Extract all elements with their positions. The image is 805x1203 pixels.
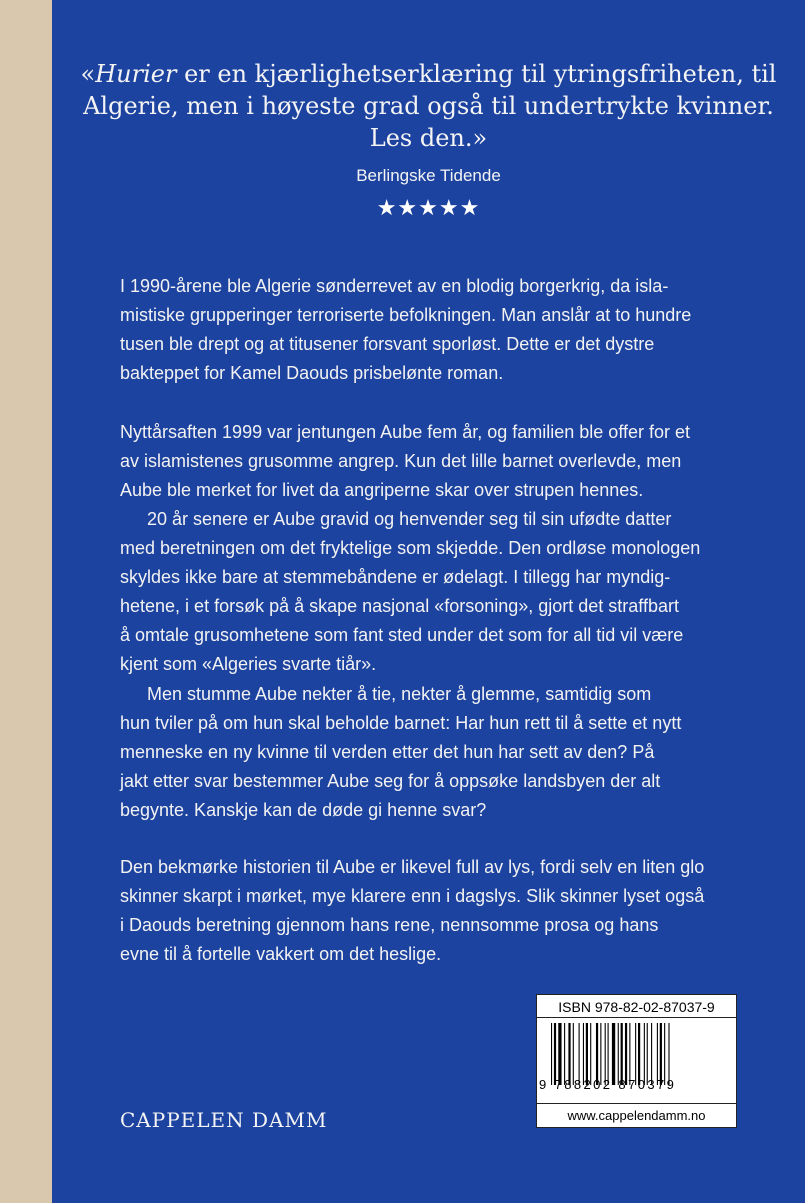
review-quote-line-3: Les den.» [369,124,488,152]
blurb-line: skyldes ikke bare at stemmebåndene er ødelagt. I tillegg har myndig- [120,567,671,587]
isbn-label: ISBN 978-82-02-87037-9 [537,997,736,1018]
book-title-italic: Hurier [95,60,177,88]
blurb-line: å omtale grusomhetene som fant sted under det som for all tid vil være [120,625,684,645]
review-quote-line-2: Algerie, men i høyeste grad også til undertrykte kvinner. [83,92,774,120]
blurb-line: hetene, i et forsøk på å skape nasjonal «forsoning», gjort det straffbart [120,596,680,616]
blurb-line: jakt etter svar bestemmer Aube seg for å oppsøke landsbyen der alt [120,771,661,791]
blurb-line: Nyttårsaften 1999 var jentungen Aube fem år, og familien ble offer for et [120,422,691,442]
blurb-line: Den bekmørke historien til Aube er likevel full av lys, fordi selv en liten glo [120,857,705,877]
publisher-logo: CAPPELEN DAMM [120,1108,328,1132]
star-rating-icon: ★★★★★ [376,196,481,221]
blurb-line: tusen ble drept og at titusener forsvant sporløst. Dette er det dystre [120,334,655,354]
publisher-url: www.cappelendamm.no [537,1103,736,1128]
blurb-line: skinner skarpt i mørket, mye klarere enn i dagslys. Slik skinner lyset også [120,886,705,906]
book-spine-edge [0,0,52,1203]
blurb-line: Aube ble merket for livet da angriperne skar over strupen hennes. [120,480,644,500]
blurb-line: bakteppet for Kamel Daouds prisbelønte roman. [120,363,504,383]
review-source: Berlingske Tidende [356,166,501,185]
blurb-line: begynte. Kanskje kan de døde gi henne svar? [120,800,487,820]
blurb-line: av islamistenes grusomme angrep. Kun det lille barnet overlevde, men [120,451,682,471]
barcode-icon [551,1023,727,1085]
back-cover [52,0,805,1203]
blurb-line: Men stumme Aube nekter å tie, nekter å glemme, samtidig som [147,684,652,704]
blurb-line: I 1990-årene ble Algerie sønderrevet av en blodig borgerkrig, da isla- [120,276,669,296]
blurb-line: menneske en ny kvinne til verden etter det hun har sett av den? På [120,742,655,762]
isbn-barcode-box [536,994,737,1128]
blurb-line: i Daouds beretning gjennom hans rene, nennsomme prosa og hans [120,915,659,935]
barcode-digits: 9 788202 870379 [539,1077,677,1092]
blurb-line: mistiske grupperinger terroriserte befolkningen. Man anslår at to hundre [120,305,692,325]
blurb-line: kjent som «Algeries svarte tiår». [120,654,377,674]
review-quote-line-1: «Hurier er en kjærlighetserklæring til ytringsfriheten, til [80,60,777,88]
blurb-line: hun tviler på om hun skal beholde barnet: Har hun rett til å sette et nytt [120,713,682,733]
blurb-line: evne til å fortelle vakkert om det heslige. [120,944,442,964]
blurb-line: med beretningen om det fryktelige som skjedde. Den ordløse monologen [120,538,701,558]
blurb-line: 20 år senere er Aube gravid og henvender seg til sin ufødte datter [147,509,672,529]
